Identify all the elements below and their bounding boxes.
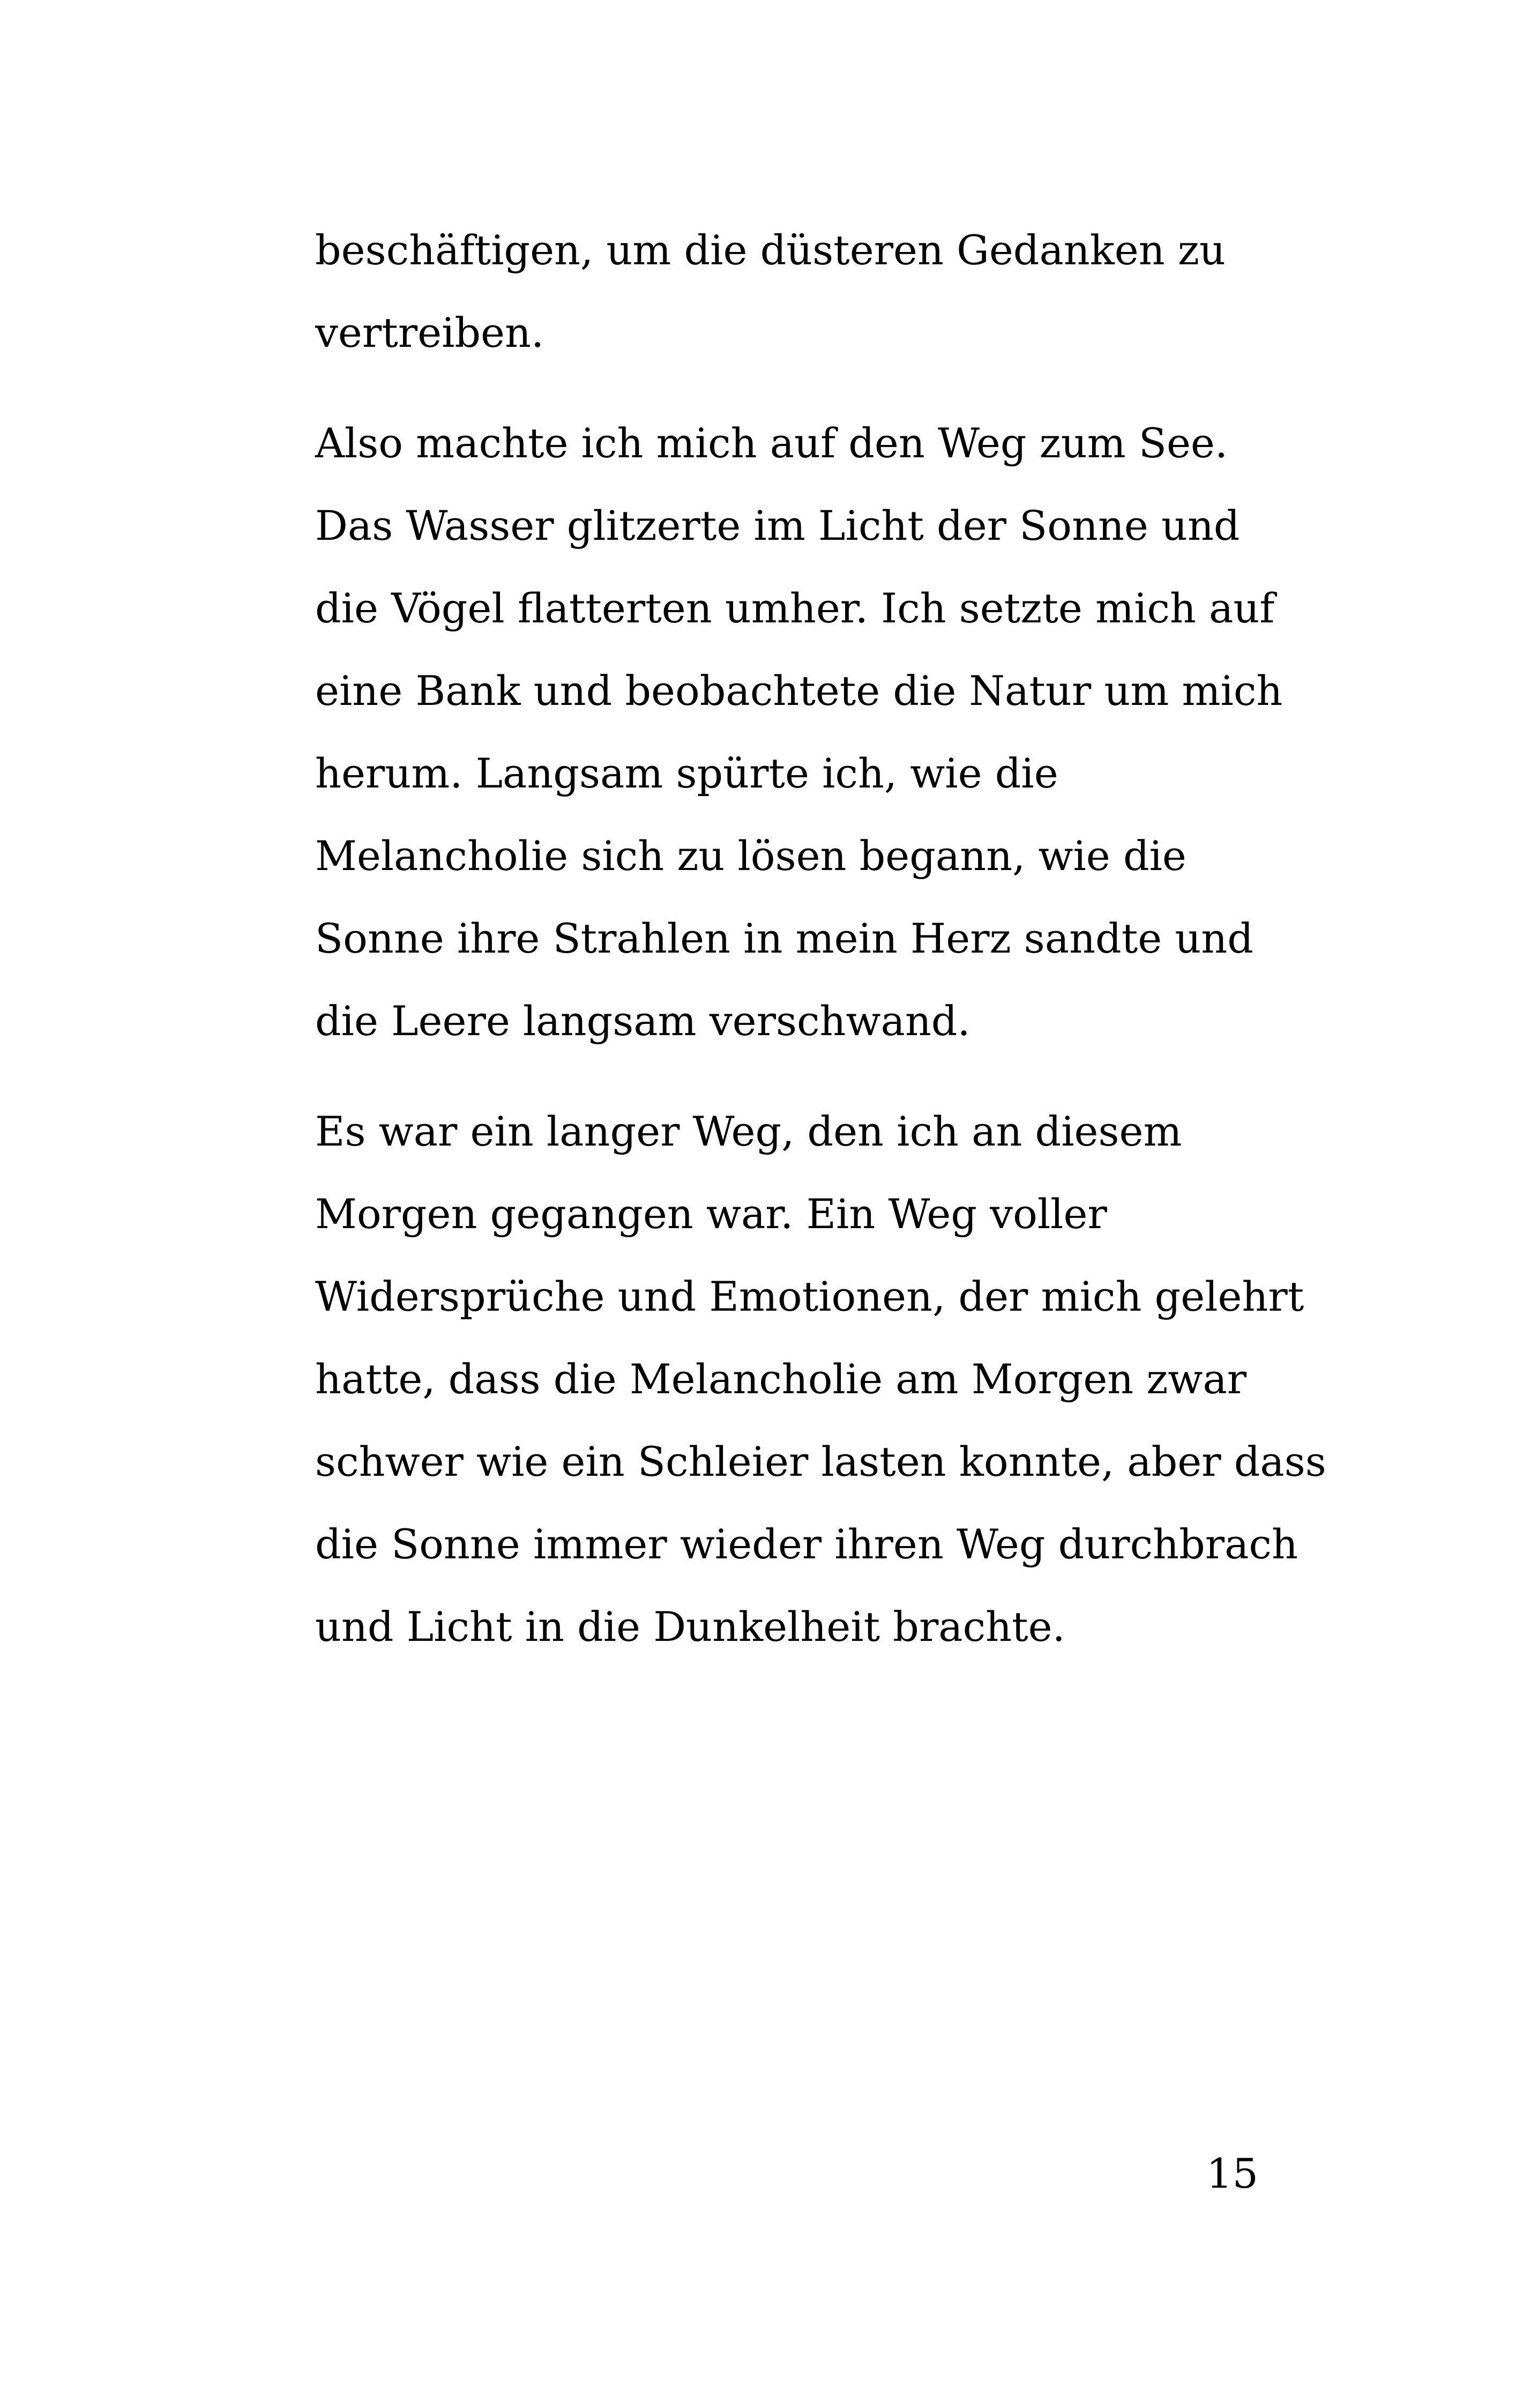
text-line: die Sonne immer wieder ihren Weg durchbrach: [315, 1520, 1298, 1568]
text-line: Also machte ich mich auf den Weg zum See.: [315, 419, 1228, 467]
text-line: Sonne ihre Strahlen in mein Herz sandte und: [315, 915, 1253, 962]
text-line: Das Wasser glitzerte im Licht der Sonne und: [315, 502, 1240, 549]
text-line: die Vögel flatterten umher. Ich setzte mich auf: [315, 584, 1275, 632]
text-line: eine Bank und beobachtete die Natur um mich: [315, 667, 1283, 715]
text-line: und Licht in die Dunkelheit brachte.: [315, 1603, 1065, 1651]
body-text: [315, 209, 1326, 1668]
paragraph-3: [315, 1090, 1326, 1668]
text-line: schwer wie ein Schleier lasten konnte, aber dass: [315, 1438, 1326, 1485]
text-line: Widersprüche und Emotionen, der mich gelehrt: [315, 1273, 1304, 1320]
page-number: 15: [1206, 2150, 1258, 2197]
text-line: herum. Langsam spürte ich, wie die: [315, 749, 1058, 797]
text-line: vertreiben.: [315, 309, 544, 356]
text-line: beschäftigen, um die düsteren Gedanken zu: [315, 226, 1226, 274]
text-line: Melancholie sich zu lösen begann, wie die: [315, 832, 1186, 880]
text-line: hatte, dass die Melancholie am Morgen zwar: [315, 1355, 1247, 1403]
paragraph-1: [315, 209, 1269, 374]
text-line: die Leere langsam verschwand.: [315, 997, 970, 1045]
paragraph-2: [315, 402, 1283, 1062]
text-line: Es war ein langer Weg, den ich an diesem: [315, 1108, 1182, 1155]
text-line: Morgen gegangen war. Ein Weg voller: [315, 1190, 1107, 1238]
